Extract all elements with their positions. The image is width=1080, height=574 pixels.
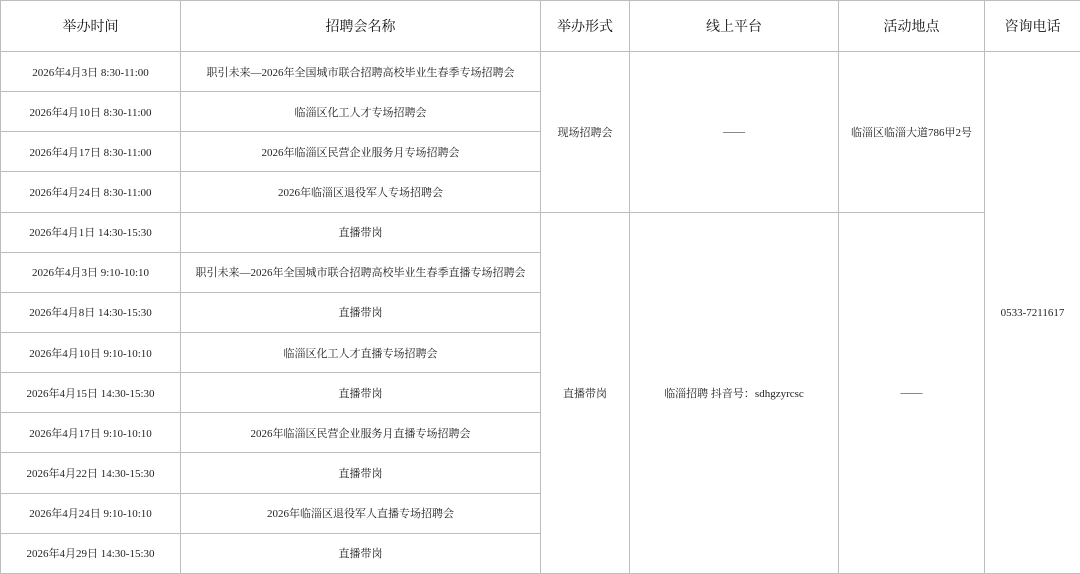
- fair-name-cell: 2026年临淄区退役军人直播专场招聘会: [181, 493, 541, 533]
- fair-name-cell: 2026年临淄区民营企业服务月直播专场招聘会: [181, 413, 541, 453]
- fair-name-cell: 2026年临淄区退役军人专场招聘会: [181, 172, 541, 212]
- header-format: 举办形式: [541, 1, 630, 52]
- time-cell: 2026年4月17日 9:10-10:10: [1, 413, 181, 453]
- header-fair-name: 招聘会名称: [181, 1, 541, 52]
- time-cell: 2026年4月15日 14:30-15:30: [1, 373, 181, 413]
- format-cell-live: 直播带岗: [541, 212, 630, 573]
- location-cell-onsite: 临淄区临淄大道786甲2号: [839, 52, 985, 213]
- header-time: 举办时间: [1, 1, 181, 52]
- fair-name-cell: 职引未来—2026年全国城市联合招聘高校毕业生春季专场招聘会: [181, 52, 541, 92]
- table-header: [1, 1, 1080, 52]
- fair-name-cell: 2026年临淄区民营企业服务月专场招聘会: [181, 132, 541, 172]
- table-body: [1, 52, 1080, 574]
- time-cell: 2026年4月24日 8:30-11:00: [1, 172, 181, 212]
- fair-name-cell: 直播带岗: [181, 292, 541, 332]
- table-row: [1, 212, 1080, 252]
- header-online-platform: 线上平台: [630, 1, 839, 52]
- time-cell: 2026年4月3日 8:30-11:00: [1, 52, 181, 92]
- fair-name-cell: 直播带岗: [181, 373, 541, 413]
- fair-name-cell: 临淄区化工人才专场招聘会: [181, 92, 541, 132]
- header-location: 活动地点: [839, 1, 985, 52]
- time-cell: 2026年4月3日 9:10-10:10: [1, 252, 181, 292]
- time-cell: 2026年4月22日 14:30-15:30: [1, 453, 181, 493]
- time-cell: 2026年4月1日 14:30-15:30: [1, 212, 181, 252]
- platform-cell-onsite: ——: [630, 52, 839, 213]
- header-phone: 咨询电话: [985, 1, 1080, 52]
- fair-name-cell: 直播带岗: [181, 212, 541, 252]
- fair-name-cell: 直播带岗: [181, 453, 541, 493]
- time-cell: 2026年4月17日 8:30-11:00: [1, 132, 181, 172]
- header-row: [1, 1, 1080, 52]
- location-cell-live: ——: [839, 212, 985, 573]
- time-cell: 2026年4月24日 9:10-10:10: [1, 493, 181, 533]
- time-cell: 2026年4月10日 9:10-10:10: [1, 332, 181, 372]
- platform-cell-live: 临淄招聘 抖音号：sdhgzyrcsc: [630, 212, 839, 573]
- time-cell: 2026年4月8日 14:30-15:30: [1, 292, 181, 332]
- time-cell: 2026年4月10日 8:30-11:00: [1, 92, 181, 132]
- phone-cell: 0533-7211617: [985, 52, 1080, 574]
- format-cell-onsite: 现场招聘会: [541, 52, 630, 213]
- fair-name-cell: 临淄区化工人才直播专场招聘会: [181, 332, 541, 372]
- fair-name-cell: 直播带岗: [181, 533, 541, 573]
- time-cell: 2026年4月29日 14:30-15:30: [1, 533, 181, 573]
- fair-name-cell: 职引未来—2026年全国城市联合招聘高校毕业生春季直播专场招聘会: [181, 252, 541, 292]
- table-row: [1, 52, 1080, 92]
